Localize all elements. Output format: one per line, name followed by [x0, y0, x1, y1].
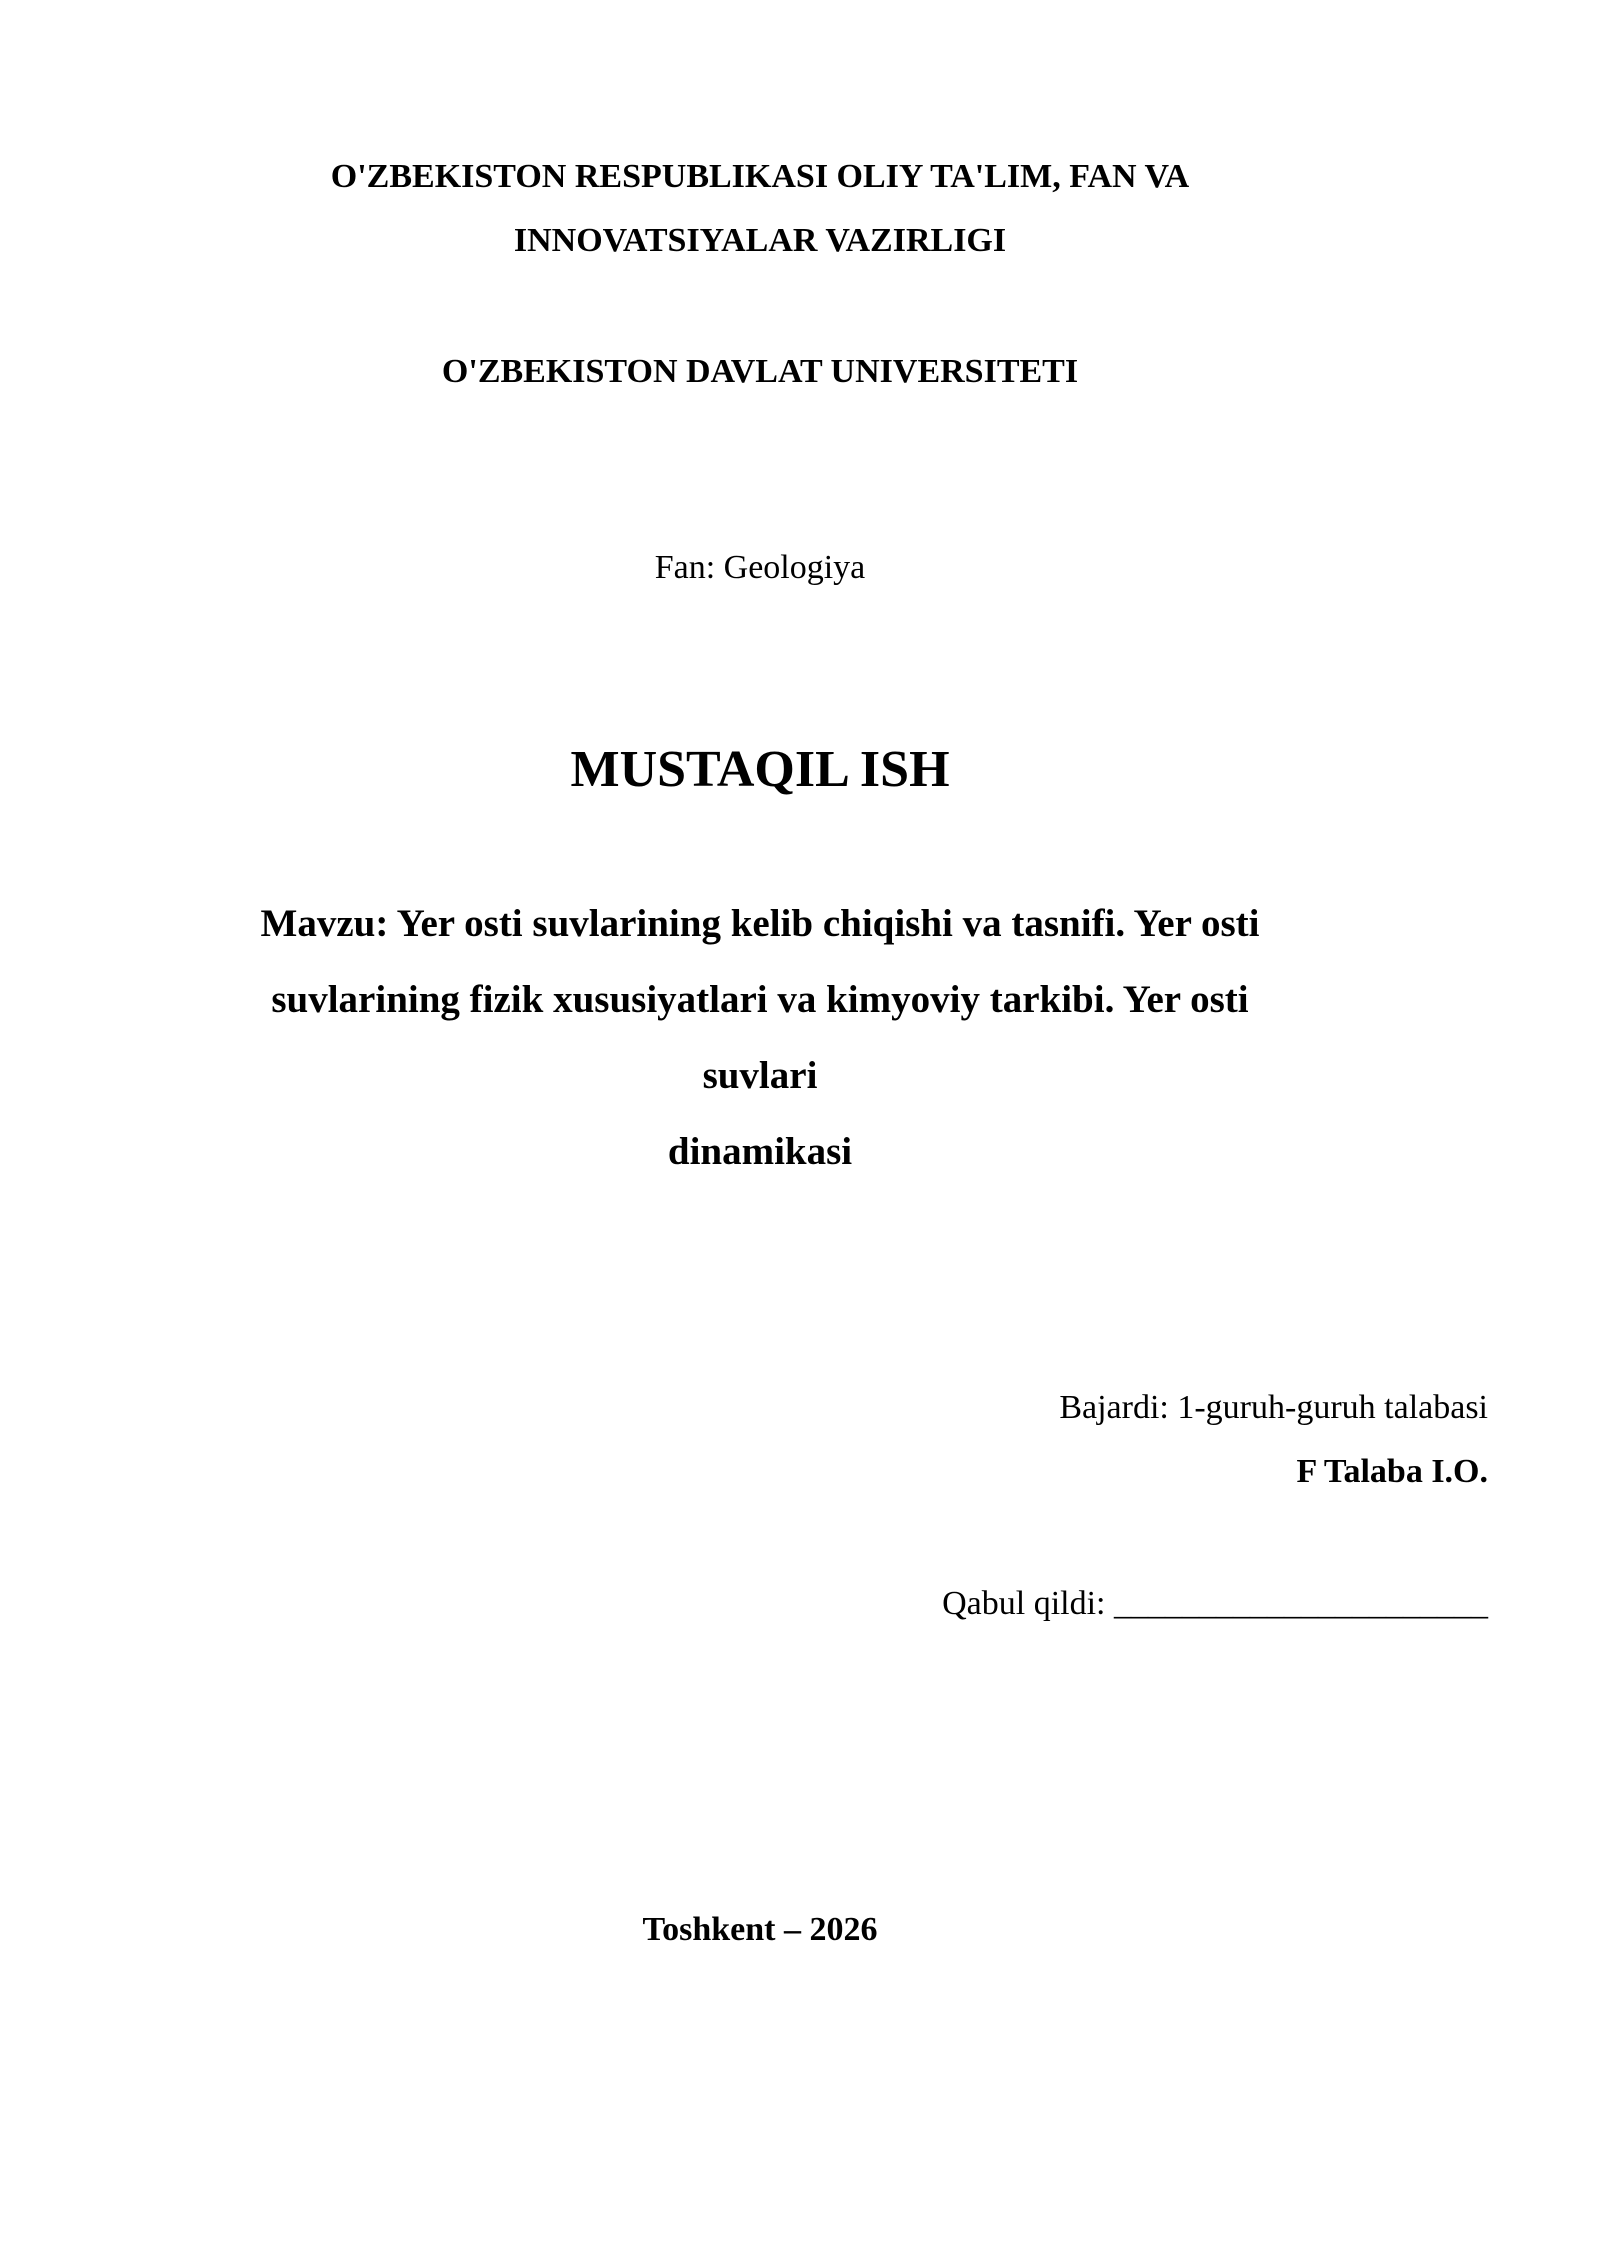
topic-line-1: Mavzu: Yer osti suvlarining kelib chiqishi va tasnifi. Yer osti [260, 902, 1260, 945]
document-type-title: MUSTAQIL ISH [570, 741, 950, 798]
student-name: F Talaba I.O. [1296, 1453, 1488, 1490]
ministry-line-1: O'ZBEKISTON RESPUBLIKASI OLIY TA'LIM, FAN VA [330, 158, 1190, 195]
ministry-name [200, 145, 1320, 273]
performer-label: Bajardi: 1-guruh-guruh talabasi [1059, 1389, 1488, 1426]
university-name: O'ZBEKISTON DAVLAT UNIVERSITETI [441, 353, 1079, 390]
subject-label: Fan: Geologiya [654, 549, 866, 586]
accepted-by-line: Qabul qildi: ______________________ [942, 1585, 1488, 1622]
ministry-line-2: INNOVATSIYALAR VAZIRLIGI [513, 222, 1007, 259]
topic-heading [220, 886, 1300, 1190]
city-year: Toshkent – 2026 [642, 1911, 878, 1948]
topic-line-3: dinamikasi [667, 1130, 853, 1173]
topic-line-2: suvlarining fizik xususiyatlari va kimyoviy tarkibi. Yer osti suvlari [271, 978, 1249, 1097]
